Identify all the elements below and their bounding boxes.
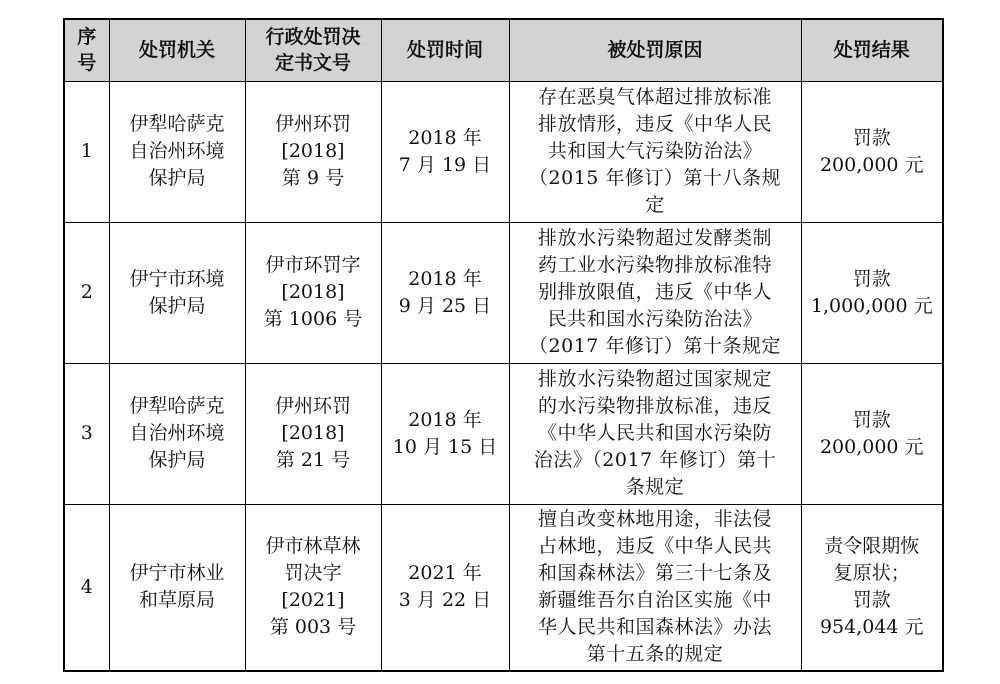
cell-reason: 排放水污染物超过国家规定 的水污染物排放标准，违反 《中华人民共和国水污染防 治法》（2017 年修订）第十 条规定 (509, 363, 801, 504)
cell-reason: 存在恶臭气体超过排放标准 排放情形，违反《中华人民 共和国大气污染防治法》 （2015 年修订）第十八条规 定 (509, 81, 801, 222)
cell-seq: 4 (64, 504, 109, 671)
table-row (64, 504, 943, 671)
cell-authority: 伊犁哈萨克 自治州环境 保护局 (109, 363, 245, 504)
cell-authority: 伊宁市林业 和草原局 (109, 504, 245, 671)
cell-result: 责令限期恢 复原状； 罚款 954,044 元 (801, 504, 943, 671)
cell-time: 2021 年 3 月 22 日 (381, 504, 509, 671)
cell-result: 罚款 1,000,000 元 (801, 222, 943, 363)
cell-seq: 1 (64, 81, 109, 222)
header-seq: 序 号 (64, 19, 109, 81)
cell-time: 2018 年 10 月 15 日 (381, 363, 509, 504)
cell-decision-no: 伊州环罚 [2018] 第 9 号 (245, 81, 381, 222)
header-time: 处罚时间 (381, 19, 509, 81)
table-row (64, 81, 943, 222)
cell-authority: 伊犁哈萨克 自治州环境 保护局 (109, 81, 245, 222)
cell-decision-no: 伊州环罚 [2018] 第 21 号 (245, 363, 381, 504)
header-decision-no: 行政处罚决 定书文号 (245, 19, 381, 81)
cell-decision-no: 伊市林草林 罚决字 [2021] 第 003 号 (245, 504, 381, 671)
header-row (64, 19, 943, 81)
cell-result: 罚款 200,000 元 (801, 363, 943, 504)
cell-time: 2018 年 9 月 25 日 (381, 222, 509, 363)
header-result: 处罚结果 (801, 19, 943, 81)
penalty-table (63, 18, 944, 672)
header-reason: 被处罚原因 (509, 19, 801, 81)
cell-seq: 3 (64, 363, 109, 504)
cell-decision-no: 伊市环罚字 [2018] 第 1006 号 (245, 222, 381, 363)
cell-reason: 擅自改变林地用途，非法侵 占林地，违反《中华人民共 和国森林法》第三十七条及 新疆维吾尔自治区实施《中 华人民共和国森林法》办法 第十五条的规定 (509, 504, 801, 671)
header-authority: 处罚机关 (109, 19, 245, 81)
cell-time: 2018 年 7 月 19 日 (381, 81, 509, 222)
table-row (64, 222, 943, 363)
cell-authority: 伊宁市环境 保护局 (109, 222, 245, 363)
cell-reason: 排放水污染物超过发酵类制 药工业水污染物排放标准特 别排放限值，违反《中华人 民共和国水污染防治法》 （2017 年修订）第十条规定 (509, 222, 801, 363)
cell-result: 罚款 200,000 元 (801, 81, 943, 222)
table-row (64, 363, 943, 504)
cell-seq: 2 (64, 222, 109, 363)
